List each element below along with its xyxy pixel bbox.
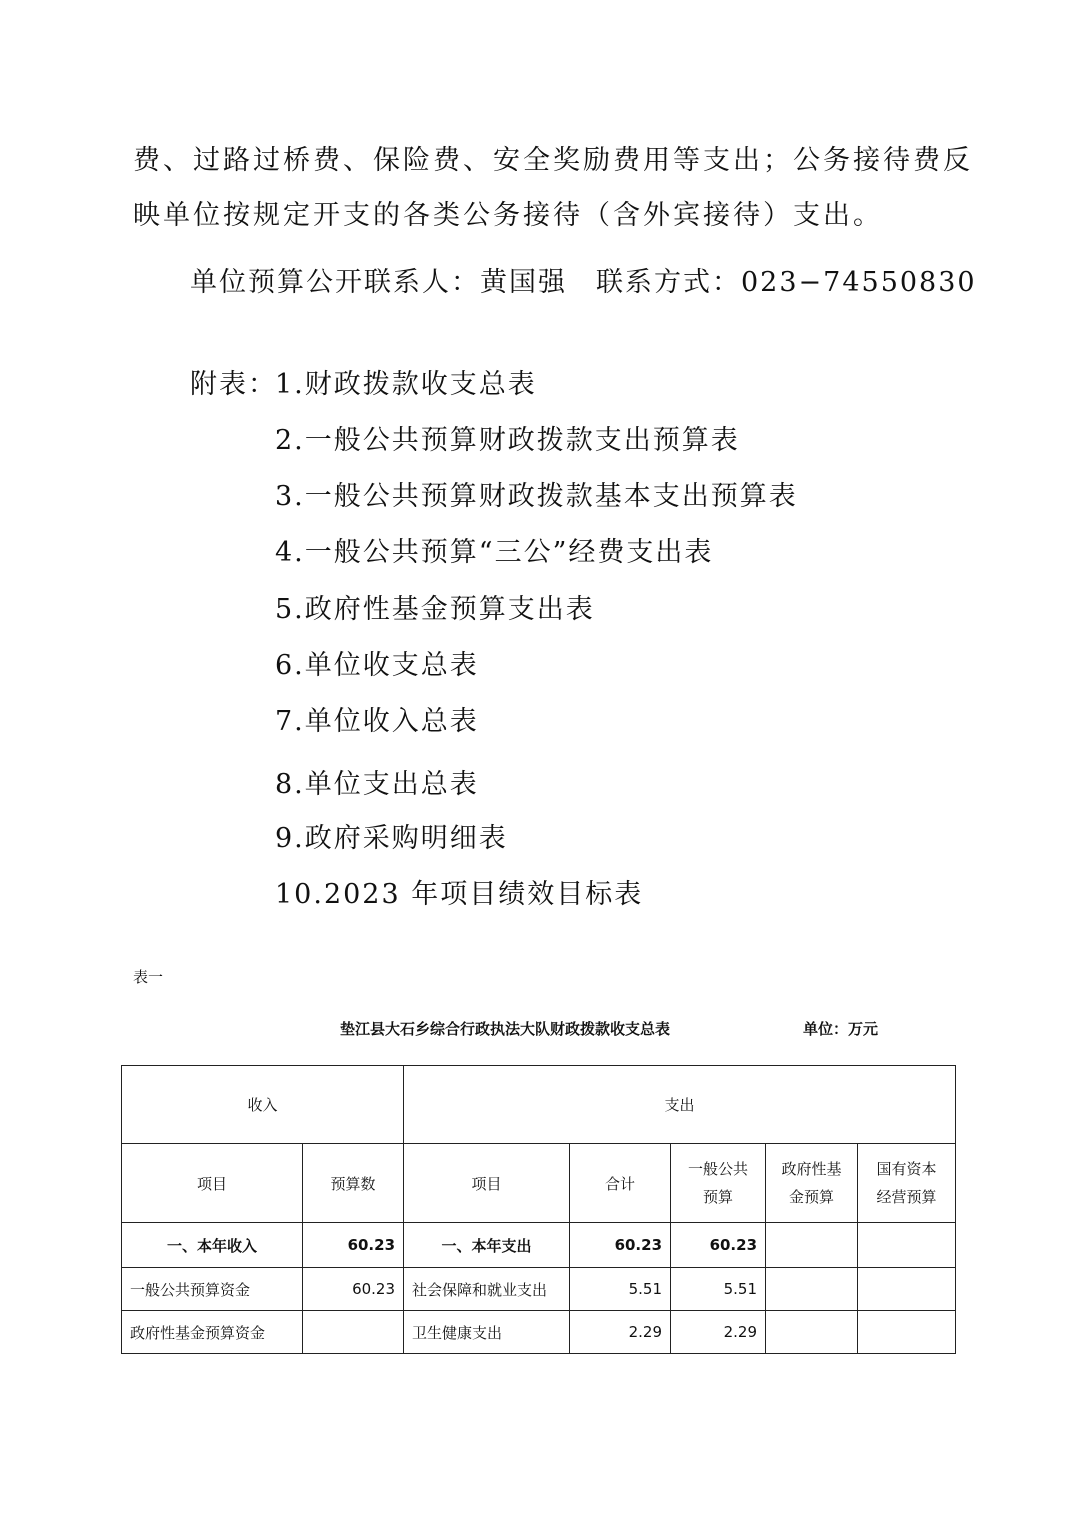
total-cell: 2.29 — [570, 1311, 671, 1354]
appendix-item-2: 2.一般公共预算财政拨款支出预算表 — [275, 425, 740, 456]
paragraph-line-1: 费、过路过桥费、保险费、安全奖励费用等支出；公务接待费反 — [133, 145, 973, 176]
col-expense-item: 项目 — [404, 1144, 570, 1223]
state-capital-cell — [858, 1223, 956, 1268]
gov-fund-cell — [766, 1311, 858, 1354]
expense-item-cell: 一、本年支出 — [404, 1223, 570, 1268]
general-cell: 2.29 — [671, 1311, 766, 1354]
col-general-line-1: 一般公共 — [688, 1160, 749, 1178]
table-label: 表一 — [133, 968, 164, 986]
appendix-item-7: 7.单位收入总表 — [275, 706, 479, 737]
gov-fund-cell — [766, 1268, 858, 1311]
col-gov-fund-line-2: 金预算 — [789, 1188, 835, 1206]
appendix-item-1: 1.财政拨款收支总表 — [275, 369, 537, 400]
budget-cell: 60.23 — [303, 1223, 404, 1268]
general-cell: 5.51 — [671, 1268, 766, 1311]
col-state-capital-budget — [858, 1144, 956, 1223]
paragraph-line-2: 映单位按规定开支的各类公务接待（含外宾接待）支出。 — [133, 200, 883, 231]
expense-header: 支出 — [404, 1066, 956, 1144]
col-gov-fund-line-1: 政府性基 — [781, 1160, 842, 1178]
col-gov-fund-budget — [766, 1144, 858, 1223]
table-row — [122, 1311, 956, 1354]
col-state-capital-line-2: 经营预算 — [876, 1188, 937, 1206]
state-capital-cell — [858, 1268, 956, 1311]
gov-fund-cell — [766, 1223, 858, 1268]
income-item-cell: 一、本年收入 — [122, 1223, 303, 1268]
table-row — [122, 1268, 956, 1311]
col-state-capital-line-1: 国有资本 — [876, 1160, 937, 1178]
appendix-item-10: 10.2023 年项目绩效目标表 — [275, 879, 644, 910]
general-cell: 60.23 — [671, 1223, 766, 1268]
expense-item-cell: 社会保障和就业支出 — [404, 1268, 570, 1311]
income-item-cell: 政府性基金预算资金 — [122, 1311, 303, 1354]
col-general-line-2: 预算 — [703, 1188, 734, 1206]
appendix-item-8: 8.单位支出总表 — [275, 769, 479, 800]
appendix-item-5: 5.政府性基金预算支出表 — [275, 594, 595, 625]
appendix-item-9: 9.政府采购明细表 — [275, 823, 508, 854]
table-title: 垫江县大石乡综合行政执法大队财政拨款收支总表 — [340, 1020, 671, 1038]
contact-line: 单位预算公开联系人：黄国强 联系方式：023−74550830 — [190, 267, 977, 298]
budget-summary-table — [121, 1065, 956, 1354]
appendix-item-6: 6.单位收支总表 — [275, 650, 479, 681]
table-unit: 单位：万元 — [803, 1020, 879, 1038]
appendix-item-4: 4.一般公共预算“三公”经费支出表 — [275, 537, 714, 568]
col-total: 合计 — [570, 1144, 671, 1223]
appendix-item-3: 3.一般公共预算财政拨款基本支出预算表 — [275, 481, 798, 512]
state-capital-cell — [858, 1311, 956, 1354]
appendix-prefix: 附表： — [190, 369, 277, 400]
income-header: 收入 — [122, 1066, 404, 1144]
col-budget: 预算数 — [303, 1144, 404, 1223]
budget-cell — [303, 1311, 404, 1354]
col-general-budget — [671, 1144, 766, 1223]
table-header-row-1 — [122, 1066, 956, 1144]
expense-item-cell: 卫生健康支出 — [404, 1311, 570, 1354]
total-cell: 60.23 — [570, 1223, 671, 1268]
total-cell: 5.51 — [570, 1268, 671, 1311]
col-income-item: 项目 — [122, 1144, 303, 1223]
table-row — [122, 1223, 956, 1268]
table-header-row-2 — [122, 1144, 956, 1223]
income-item-cell: 一般公共预算资金 — [122, 1268, 303, 1311]
budget-cell: 60.23 — [303, 1268, 404, 1311]
